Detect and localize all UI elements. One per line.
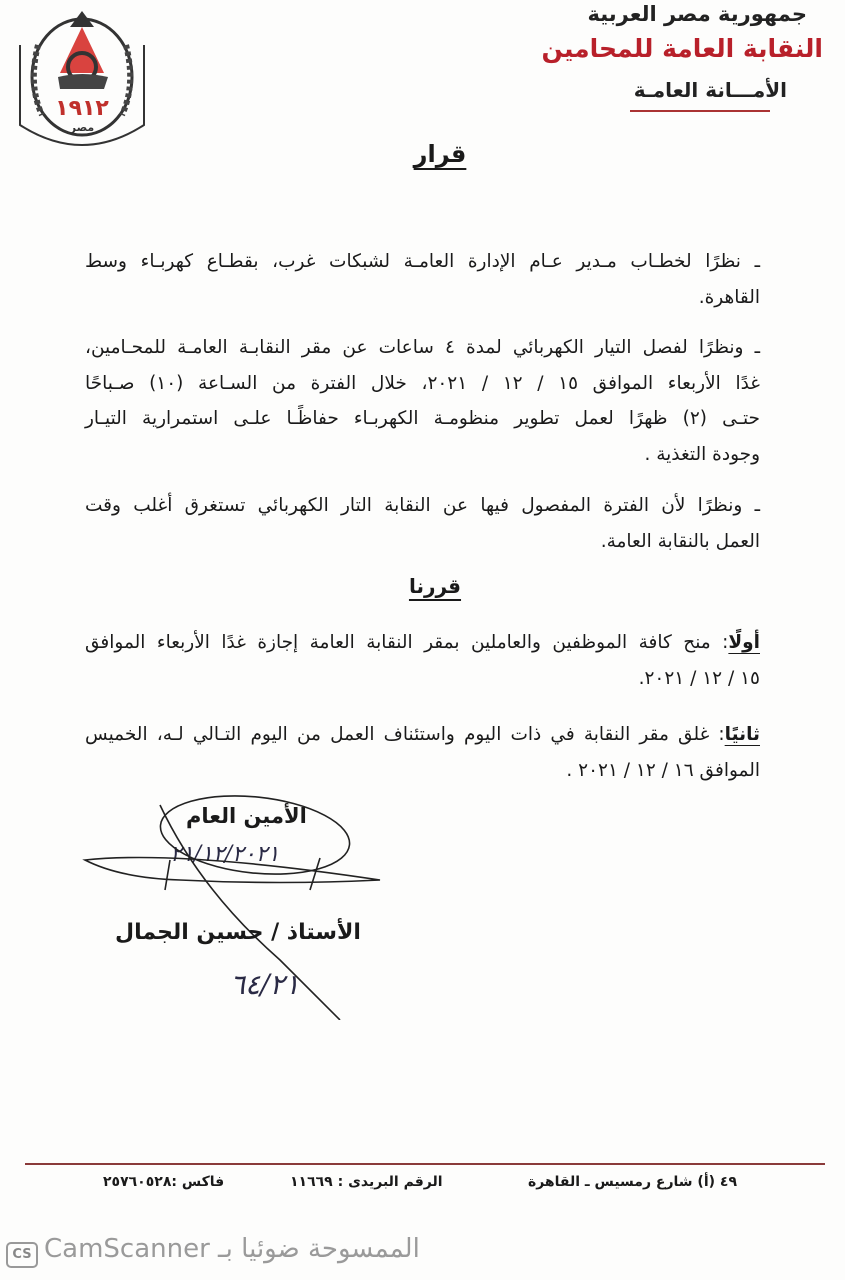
footer-postal-code: الرقم البريدى : ١١٦٦٩ [290, 1174, 443, 1190]
decided-heading: قررنا [408, 574, 462, 598]
text-line: ١٥ / ١٢ / ٢٠٢١. [638, 667, 760, 689]
text-line [85, 625, 760, 661]
decision-lead: ثانيًا [724, 724, 760, 745]
header-organization: النقابة العامة للمحامين [541, 34, 823, 63]
decision-item [85, 717, 760, 788]
decision-text: : منح كافة الموظفين والعاملين بمقر النقابة العامة إجازة غدًا الأربعاء الموافق [85, 632, 729, 653]
header-country: جمهورية مصر العربية [587, 2, 807, 26]
syndicate-logo [8, 5, 156, 155]
text-line: ـ ونظرًا لفصل التيار الكهربائي لمدة ٤ ساعات عن مقر النقابـة العامـة للمحـامين، [85, 337, 760, 358]
camscanner-logo-icon: CS [6, 1242, 38, 1268]
decision-text: : غلق مقر النقابة في ذات اليوم واستئناف العمل من اليوم التـالي لـه، الخميس [85, 724, 725, 745]
logo-place: مصر [69, 121, 95, 134]
text-line: غدًا الأربعاء الموافق ١٥ / ١٢ / ٢٠٢١، خلال الفترة من السـاعة (١٠) صـباحًا [85, 372, 760, 394]
logo-year: ١٩١٢ [55, 96, 109, 121]
text-line: حتـى (٢) ظهرًا لعمل تطوير منظومـة الكهربـاء حفاظًـا علـى استمرارية التيـار [85, 408, 760, 429]
whereas-paragraph [85, 488, 760, 559]
text-line: ـ نظرًا لخطـاب مـدير عـام الإدارة العامـة لشبكات غرب، بقطـاع كهربـاء وسط [85, 251, 760, 272]
decision-item [85, 625, 760, 696]
signatory-name: الأستاذ / حسين الجمال [115, 920, 361, 945]
whereas-paragraph [85, 330, 760, 472]
header-divider [630, 110, 770, 112]
decision-lead: أولًا [728, 632, 760, 653]
text-line: الموافق ١٦ / ١٢ / ٢٠٢١ . [566, 759, 760, 781]
footer-fax: فاكس :٢٥٧٦٠٥٢٨ [103, 1174, 225, 1190]
handwritten-reference: ٦٤/٢١ [230, 968, 300, 1001]
header-department: الأمـــانة العامـة [633, 78, 787, 102]
footer-address: ٤٩ (أ) شارع رمسيس ـ القاهرة [527, 1174, 737, 1190]
handwritten-date: ٢١/١٢/٢٠٢١ [170, 842, 280, 867]
text-line: القاهرة. [698, 286, 760, 308]
signatory-title: الأمين العام [186, 804, 307, 828]
text-line: ـ ونظرًا لأن الفترة المفصول فيها عن النقابة التار الكهربائي تستغرق أغلب وقت [85, 495, 760, 516]
text-line [85, 717, 760, 753]
camscanner-watermark: الممسوحة ضوئيا بـ CamScanner [44, 1234, 420, 1264]
whereas-paragraph [85, 244, 760, 315]
text-line: العمل بالنقابة العامة. [600, 530, 760, 552]
document-title: قرار [413, 140, 467, 168]
text-line: وجودة التغذية . [644, 443, 760, 465]
footer-divider [25, 1163, 825, 1165]
